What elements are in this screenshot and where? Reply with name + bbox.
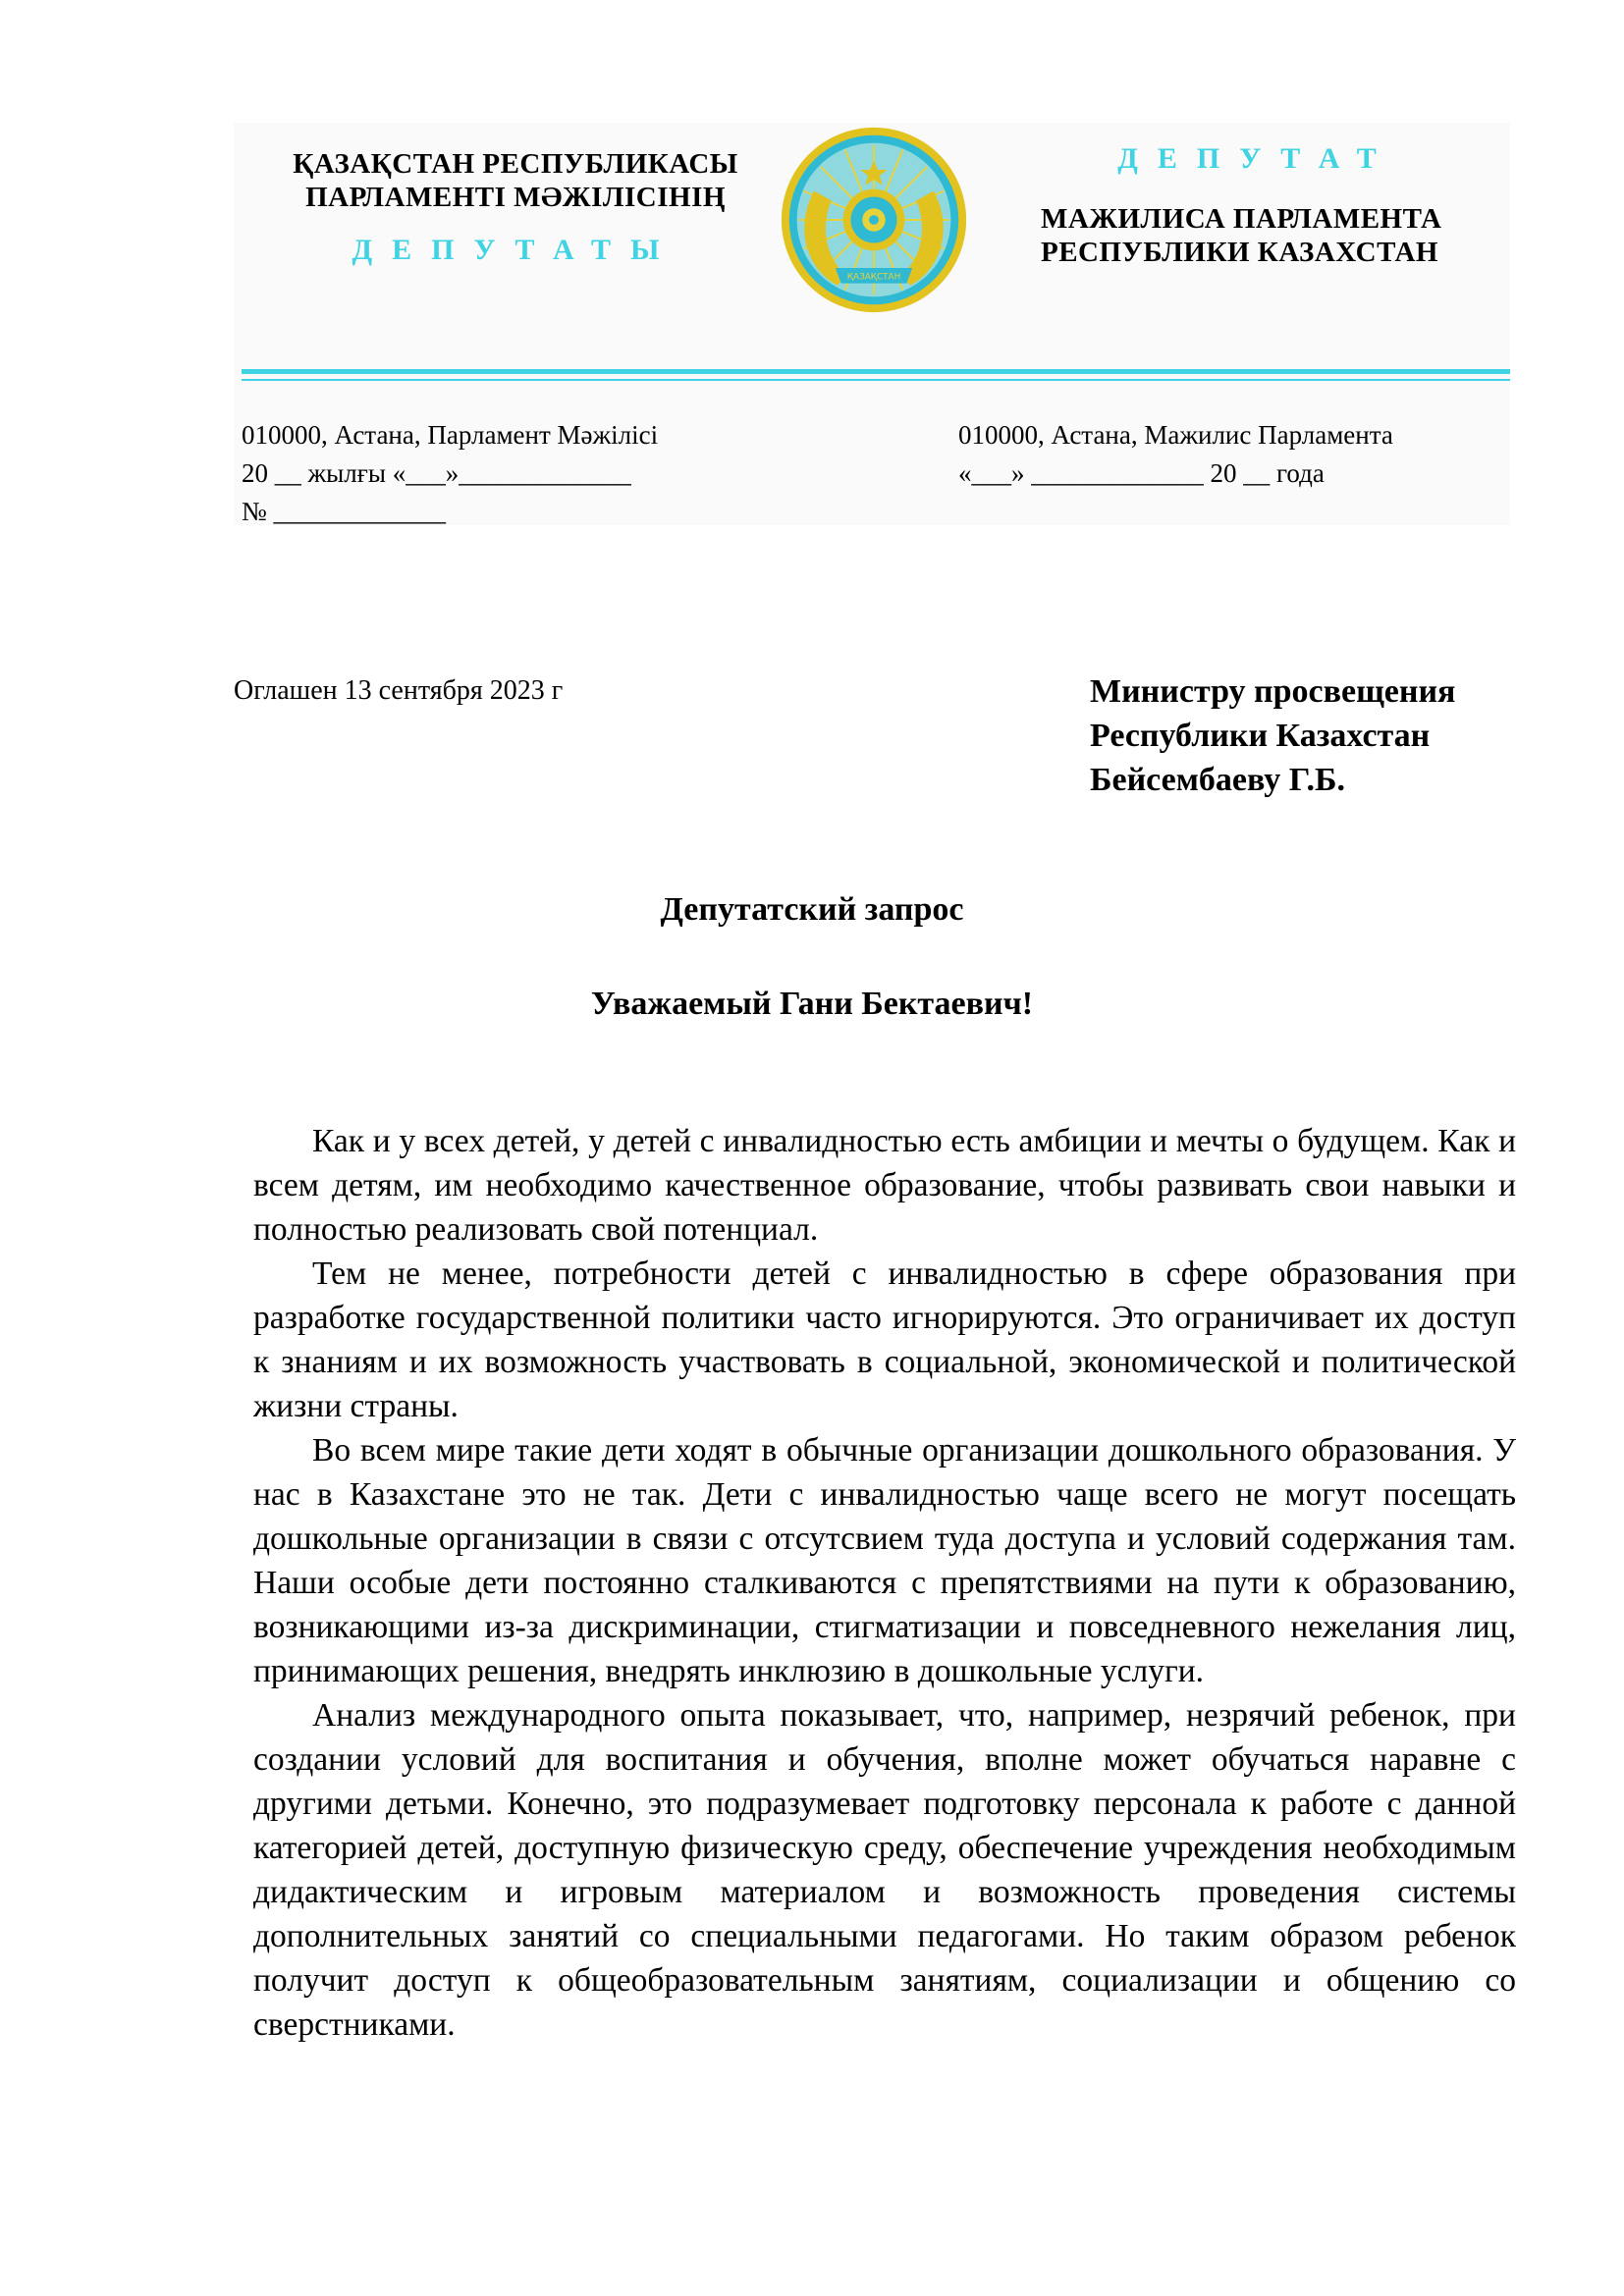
body-paragraph-2: Тем не менее, потребности детей с инвалидностью в сфере образования при разработке государственной политики часто игнорируются. Это ограничивает их доступ к знаниям и их возможность участвовать в социальной, экономической и политической жизни страны. xyxy=(253,1255,1516,1424)
ru-org-line-2: РЕСПУБЛИКИ КАЗАХСТАН xyxy=(1041,237,1438,268)
state-emblem-icon xyxy=(778,124,970,316)
recipient-line-1: Министру просвещения xyxy=(1090,673,1456,710)
letterhead-kz-org xyxy=(285,147,746,214)
recipient-line-3: Бейсембаеву Г.Б. xyxy=(1090,762,1345,798)
address-ru-line-1: 010000, Астана, Мажилис Парламента xyxy=(958,420,1393,450)
address-kz-line-2: 20 __ жылғы «___»_____________ xyxy=(242,458,631,488)
letterhead-divider xyxy=(242,369,1510,374)
body-paragraph-1: Как и у всех детей, у детей с инвалидностью есть амбиции и мечты о будущем. Как и всем детям, им необходимо качественное образование, чтобы развивать свои навыки и полностью реализовать свой потенциал. xyxy=(253,1123,1516,1248)
address-block-kz xyxy=(242,416,658,531)
letterhead-ru-title: ДЕПУТАТ xyxy=(1117,142,1396,175)
document-body xyxy=(253,1119,1516,2047)
letterhead-ru-org xyxy=(1041,202,1473,269)
document-title: Депутатский запрос xyxy=(660,891,964,928)
letterhead-kz-title: ДЕПУТАТЫ xyxy=(352,234,679,266)
announcement-date: Оглашен 13 сентября 2023 г xyxy=(234,675,564,706)
body-paragraph-4: Анализ международного опыта показывает, что, например, незрячий ребенок, при создании условий для воспитания и обучения, вполне может обучаться наравне с другими детьми. Конечно, это подразумевает подготовку персонала к работе с данной категорией детей, доступную физическую среду, обеспечение учреждения необходимым дидактическим и игровым материалом и возможность проведения системы дополнительных занятий со специальными педагогами. Но таким образом ребенок получит доступ к общеобразовательным занятиям, социализации и общению со сверстниками. xyxy=(253,1697,1516,2043)
address-block-ru xyxy=(958,416,1393,493)
address-kz-line-3: № _____________ xyxy=(242,497,447,526)
recipient-block xyxy=(1090,669,1455,802)
kz-org-line-1: ҚАЗАҚСТАН РЕСПУБЛИКАСЫ xyxy=(293,148,738,180)
address-ru-line-2: «___» _____________ 20 __ года xyxy=(958,458,1325,488)
body-paragraph-3: Во всем мире такие дети ходят в обычные организации дошкольного образования. У нас в Казахстане это не так. Дети с инвалидностью чаще всего не могут посещать дошкольные организации в связи с отсутсвием туда доступа и условий содержания там. Наши особые дети постоянно сталкиваются с препятствиями на пути к образованию, возникающими из-за дискриминации, стигматизации и повседневного нежелания лиц, принимающих решения, внедрять инклюзию в дошкольные услуги. xyxy=(253,1432,1516,1689)
ru-org-line-1: МАЖИЛИСА ПАРЛАМЕНТА xyxy=(1041,203,1442,235)
letterhead-divider-thin xyxy=(242,379,1510,381)
salutation: Уважаемый Гани Бектаевич! xyxy=(590,986,1034,1022)
recipient-line-2: Республики Казахстан xyxy=(1090,718,1431,754)
address-kz-line-1: 010000, Астана, Парламент Мәжілісі xyxy=(242,420,659,450)
svg-text:ҚАЗАҚСТАН: ҚАЗАҚСТАН xyxy=(846,272,901,283)
kz-org-line-2: ПАРЛАМЕНТІ МӘЖІЛІСІНІҢ xyxy=(305,182,726,213)
